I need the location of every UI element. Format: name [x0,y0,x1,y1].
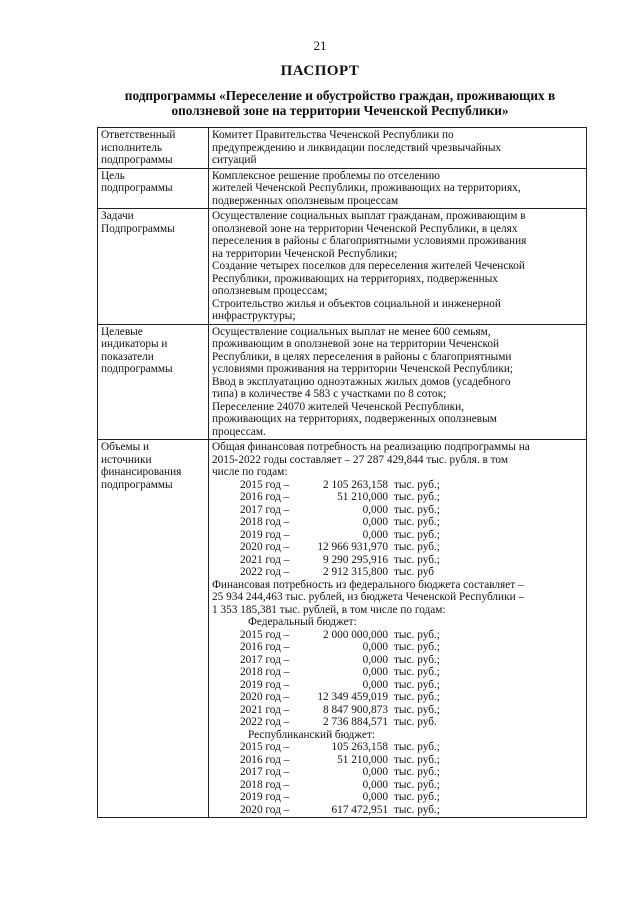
row-goal [98,168,587,209]
text-line: ситуаций [212,154,257,166]
label-line: Ответственный [101,129,176,141]
unit-label: тыс. руб.; [394,666,440,678]
text-line: оползневой зоне на территории Чеченской Республики, в целях [212,222,518,235]
text-line: на территории Чеченской Республики; [212,247,398,260]
year-amount-row [212,679,583,692]
year-label: 2017 год – [240,766,290,778]
amount-value: 51 210,000 [337,491,388,503]
year-label: 2022 год – [240,566,290,578]
amount-value: 12 349 459,019 [317,691,388,703]
year-label: 2018 год – [240,666,290,678]
label-line: подпрограммы [101,154,173,166]
unit-label: тыс. руб.; [394,491,440,503]
republic-years-list [212,741,583,816]
text-line: 2015-2022 годы составляет – 27 287 429,844 тыс. рубля. в том [212,453,509,466]
label-line: финансирования [101,466,182,478]
year-label: 2018 год – [240,516,290,528]
unit-label: тыс. руб.; [394,553,440,566]
text-line: типа) в количестве 4 583 с участками по 8 соток; [212,388,447,400]
label-line: исполнитель [101,141,163,154]
label-line: подпрограммы [101,363,173,375]
text-line: Осуществление социальных выплат не менее 600 семьям, [212,325,491,338]
unit-label: тыс. руб.; [394,803,440,816]
text-line: проживающим в оползневой зоне на территории Чеченской [212,338,500,350]
value-goal [209,168,587,209]
year-label: 2016 год – [240,753,290,766]
text-line: числе по годам: [212,466,288,478]
label-line: Цель [101,169,125,182]
amount-value: 0,000 [362,666,388,678]
year-amount-row [212,716,583,729]
year-label: 2019 год – [240,528,290,541]
amount-value: 2 736 884,571 [323,716,388,728]
label-tasks [98,209,209,325]
amount-value: 0,000 [362,528,388,541]
page-number: 21 [313,38,327,53]
row-indicators [98,324,587,440]
text-line: оползневым процессам; [212,285,328,297]
amount-value: 8 847 900,873 [323,703,388,716]
label-line: подпрограммы [101,478,173,491]
text-line: жителей Чеченской Республики, проживающих на территориях, [212,182,521,194]
federal-years-list [212,629,583,729]
label-line: Задачи [101,210,134,222]
text-line: Строительство жилья и объектов социальной и инженерной [212,297,501,310]
text-line: условиями проживания на территории Чеченской Республики; [212,363,514,375]
amount-value: 0,000 [362,791,388,803]
year-amount-row [212,704,583,717]
unit-label: тыс. руб.; [394,703,440,716]
label-line: Целевые [101,325,143,338]
year-amount-row [212,641,583,654]
amount-value: 0,000 [362,503,388,516]
unit-label: тыс. руб [394,566,434,578]
year-amount-row [212,529,583,542]
text-line: 1 353 185,381 тыс. рублей, в том числе по годам: [212,603,446,616]
text-line: Общая финансовая потребность на реализацию подпрограммы на [212,441,530,453]
federal-budget-header: Федеральный бюджет: [248,616,357,628]
year-amount-row [212,741,583,754]
text-line: Финансовая потребность из федерального бюджета составляет – [212,578,524,591]
amount-value: 9 290 295,916 [323,553,388,566]
year-label: 2021 год – [240,553,290,566]
row-executor [98,128,587,169]
amount-value: 51 210,000 [337,753,388,766]
unit-label: тыс. руб.; [394,766,440,778]
year-amount-row [212,666,583,679]
year-amount-row [212,754,583,767]
amount-value: 0,000 [362,678,388,691]
unit-label: тыс. руб.; [394,778,440,791]
year-label: 2015 год – [240,478,290,491]
year-amount-row [212,629,583,642]
label-goal [98,168,209,209]
year-amount-row [212,516,583,529]
year-label: 2017 год – [240,503,290,516]
document-title: ПАСПОРТ [280,63,360,79]
year-amount-row [212,691,583,704]
year-amount-row [212,554,583,567]
unit-label: тыс. руб.; [394,741,440,753]
unit-label: тыс. руб.; [394,478,440,491]
amount-value: 0,000 [362,766,388,778]
unit-label: тыс. руб.; [394,753,440,766]
amount-value: 0,000 [362,778,388,791]
year-label: 2020 год – [240,541,290,553]
republic-budget-header: Республиканский бюджет: [248,728,376,741]
text-line: Комитет Правительства Чеченской Республики по [212,129,454,141]
year-label: 2018 год – [240,778,290,791]
unit-label: тыс. руб.; [394,516,440,528]
unit-label: тыс. руб.; [394,628,440,641]
year-amount-row [212,491,583,504]
label-line: подпрограммы [101,182,173,194]
year-amount-row [212,804,583,817]
year-label: 2021 год – [240,703,290,716]
unit-label: тыс. руб.; [394,653,440,666]
year-amount-row [212,504,583,517]
year-label: 2020 год – [240,803,290,816]
subtitle-line: оползневой зоне на территории Чеченской Республики» [171,103,509,118]
label-line: Подпрограммы [101,222,175,235]
unit-label: тыс. руб. [394,716,437,728]
amount-value: 2 000 000,000 [323,628,388,641]
text-line: процессам. [212,425,266,438]
row-tasks [98,209,587,325]
unit-label: тыс. руб.; [394,678,440,691]
amount-value: 617 472,951 [331,803,388,816]
label-executor [98,128,209,169]
year-label: 2022 год – [240,716,290,728]
year-label: 2017 год – [240,653,290,666]
year-amount-row [212,766,583,779]
year-label: 2015 год – [240,741,290,753]
passport-table [97,127,587,818]
year-amount-row [212,791,583,804]
label-indicators [98,324,209,440]
text-line: 25 934 244,463 тыс. рублей, из бюджета Чеченской Республики – [212,591,525,603]
amount-value: 0,000 [362,641,388,653]
year-label: 2016 год – [240,641,290,653]
amount-value: 105 263,158 [331,741,388,753]
text-line: переселения в районы с благоприятными условиями проживания [212,235,527,247]
unit-label: тыс. руб.; [394,541,440,553]
row-funding [98,440,587,818]
year-label: 2016 год – [240,491,290,503]
year-label: 2019 год – [240,791,290,803]
unit-label: тыс. руб.; [394,528,440,541]
document-subtitle [95,88,585,118]
year-label: 2019 год – [240,678,290,691]
year-amount-row [212,566,583,579]
text-line: Переселение 24070 жителей Чеченской Республики, [212,400,465,413]
amount-value: 2 912 315,800 [323,566,388,578]
amount-value: 0,000 [362,653,388,666]
unit-label: тыс. руб.; [394,503,440,516]
text-line: Создание четырех поселков для переселения жителей Чеченской [212,260,525,272]
value-indicators [209,324,587,440]
label-line: источники [101,453,152,466]
text-line: Комплексное решение проблемы по отселению [212,169,440,182]
year-amount-row [212,479,583,492]
unit-label: тыс. руб.; [394,691,440,703]
text-line: Республики, в целях переселения в районы с благоприятными [212,350,512,363]
year-label: 2020 год – [240,691,290,703]
amount-value: 0,000 [362,516,388,528]
subtitle-line: подпрограммы «Переселение и обустройство граждан, проживающих в [124,88,556,103]
text-line: подверженных оползневым процессам [212,194,399,207]
label-line: индикаторы и [101,338,168,350]
text-line: Ввод в эксплуатацию одноэтажных жилых домов (усадебного [212,375,511,388]
unit-label: тыс. руб.; [394,641,440,653]
label-funding [98,440,209,818]
text-line: Осуществление социальных выплат гражданам, проживающим в [212,210,526,222]
text-line: проживающих на территориях, подверженных оползневым [212,413,497,425]
value-executor [209,128,587,169]
total-years-list [212,479,583,579]
unit-label: тыс. руб.; [394,791,440,803]
year-label: 2015 год – [240,628,290,641]
amount-value: 12 966 931,970 [317,541,388,553]
text-line: Республики, проживающих на территориях, подверженных [212,272,498,285]
amount-value: 2 105 263,158 [323,478,388,491]
text-line: предупреждению и ликвидации последствий чрезвычайных [212,141,502,154]
label-line: показатели [101,350,154,363]
year-amount-row [212,654,583,667]
value-funding [209,440,587,818]
year-amount-row [212,779,583,792]
label-line: Объемы и [101,441,150,453]
text-line: инфраструктуры; [212,310,296,322]
value-tasks [209,209,587,325]
year-amount-row [212,541,583,554]
